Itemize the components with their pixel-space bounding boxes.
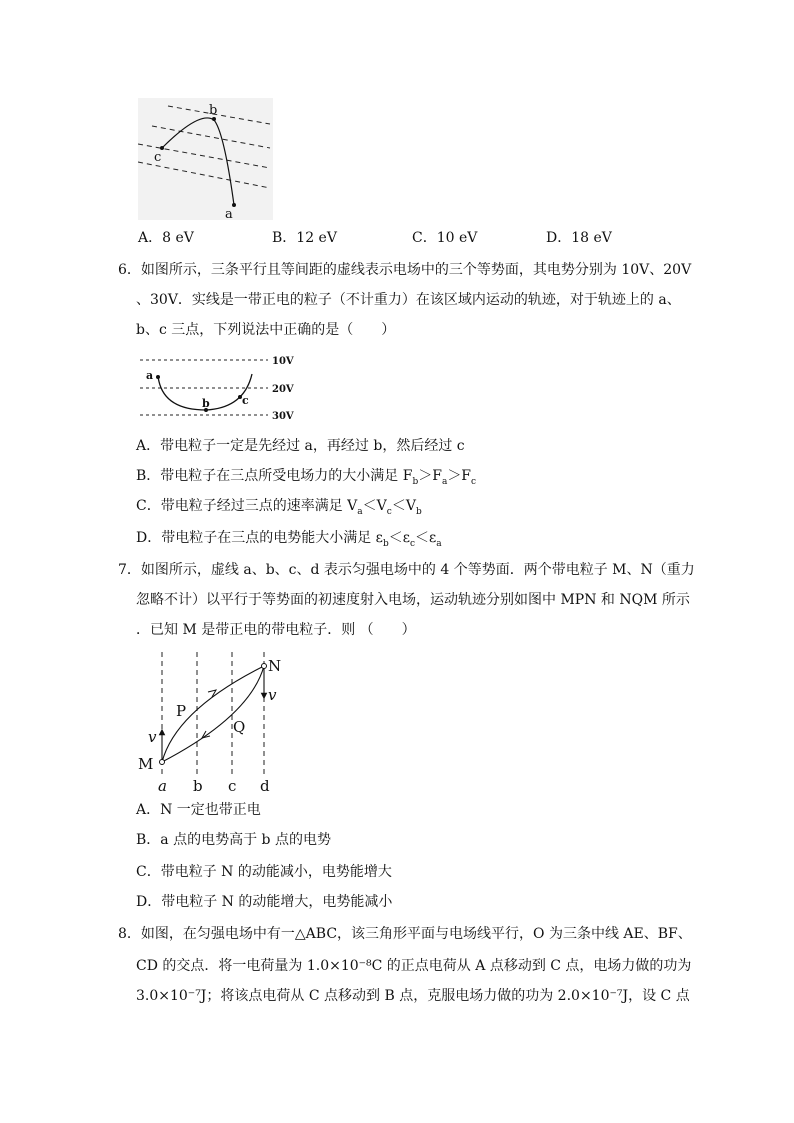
q6-label-c: c [242,394,249,407]
q7-point-m [160,760,165,765]
q6-option-b-sub-3: c [471,476,477,487]
q5-figure [138,98,273,220]
q6-option-c-sub-2: c [386,506,392,517]
q8-stem-line-3: 3.0×10⁻⁷J；将该点电荷从 C 点移动到 B 点，克服电场力做的功为 2.0×10⁻⁷J，设 C 点 [136,988,690,1004]
q6-point-a [156,375,160,379]
q6-stem-line-2: 、30V．实线是一带正电的粒子（不计重力）在该区域内运动的轨迹，对于轨迹上的 a、 [136,292,681,308]
q6-label-10v: 10V [272,356,294,367]
q7-stem-line-2: 忽略不计）以平行于等势面的初速度射入电场，运动轨迹分别如图中 MPN 和 NQM 所示 [136,592,690,608]
q7-label-plane-d: d [260,777,270,795]
q7-option-a: A．N 一定也带正电 [136,802,261,818]
q6-option-c-op-2: ＜V [391,498,416,514]
q6-option-c-sub-1: a [357,506,363,517]
q5-label-b: b [209,103,218,118]
q6-option-c-text: C．带电粒子经过三点的速率满足 V [136,498,358,514]
q7-option-b: B．a 点的电势高于 b 点的电势 [136,832,331,848]
q6-option-b-sub-2: a [441,476,448,487]
q6-option-b [136,466,476,492]
q7-label-q: Q [233,718,246,736]
q7-stem-line-3: ．已知 M 是带正电的带电粒子．则 （ ） [136,622,416,638]
q6-stem-line-3: b、c 三点，下列说法中正确的是（ ） [136,322,396,338]
q7-label-p: P [176,702,187,720]
q6-label-b: b [202,397,210,410]
q7-label-plane-b: b [193,777,203,795]
q7-label-n: N [268,657,282,675]
q5-label-a: a [225,207,233,220]
q7-label-plane-a: a [158,777,167,795]
q6-option-d-sub-2: c [409,538,416,549]
q7-stem-line-1: 7．如图所示，虚线 a、b、c、d 表示匀强电场中的 4 个等势面．两个带电粒子 M、N（重力 [118,562,695,578]
q6-option-c-op-1: ＜V [362,498,387,514]
q6-option-d-sub-3: a [436,538,442,549]
q6-option-d-sub-1: b [382,538,389,549]
q8-stem-line-1: 8．如图，在匀强电场中有一△ABC，该三角形平面与电场线平行，O 为三条中线 AE、BF、 [118,926,692,942]
q6-option-d-text: D．带电粒子在三点的电势能大小满足 ε [136,530,383,546]
q7-point-n [262,664,267,669]
q6-label-30v: 30V [272,411,294,422]
q7-label-v-n: v [268,686,277,704]
q6-label-20v: 20V [272,384,294,395]
q6-option-d-op-1: ＜ε [388,530,410,546]
q6-option-c-sub-3: b [415,506,422,517]
q6-option-b-op-1: ＞F [418,468,442,484]
q6-option-b-op-2: ＞F [447,468,472,484]
q7-label-plane-c: c [228,777,237,795]
q7-option-c: C．带电粒子 N 的动能减小，电势能增大 [136,864,392,880]
q7-label-m: M [138,755,154,773]
q6-stem-line-1: 6．如图所示，三条平行且等间距的虚线表示电场中的三个等势面，其电势分别为 10V、20V [118,262,692,278]
q6-option-d [136,528,442,554]
q5-option-d: D．18 eV [546,230,612,246]
q7-figure [136,650,296,795]
q8-stem-line-2: CD 的交点．将一电荷量为 1.0×10⁻⁸C 的正点电荷从 A 点移动到 C 点，电场力做的功为 [136,958,692,974]
q6-option-b-sub-1: b [412,476,419,487]
q6-option-b-text: B．带电粒子在三点所受电场力的大小满足 F [136,468,413,484]
q6-label-a: a [146,369,154,382]
q6-option-d-op-2: ＜ε [415,530,437,546]
q7-option-d: D．带电粒子 N 的动能增大，电势能减小 [136,894,393,910]
q5-option-b: B．12 eV [272,230,337,246]
q6-option-a: A．带电粒子一定是先经过 a，再经过 b，然后经过 c [136,438,465,454]
q6-figure [138,352,298,422]
q5-label-c: c [154,150,162,165]
q5-option-a: A．8 eV [138,230,194,246]
q5-option-c: C．10 eV [412,230,478,246]
q7-label-v-m: v [148,728,157,746]
q6-option-c [136,496,422,522]
